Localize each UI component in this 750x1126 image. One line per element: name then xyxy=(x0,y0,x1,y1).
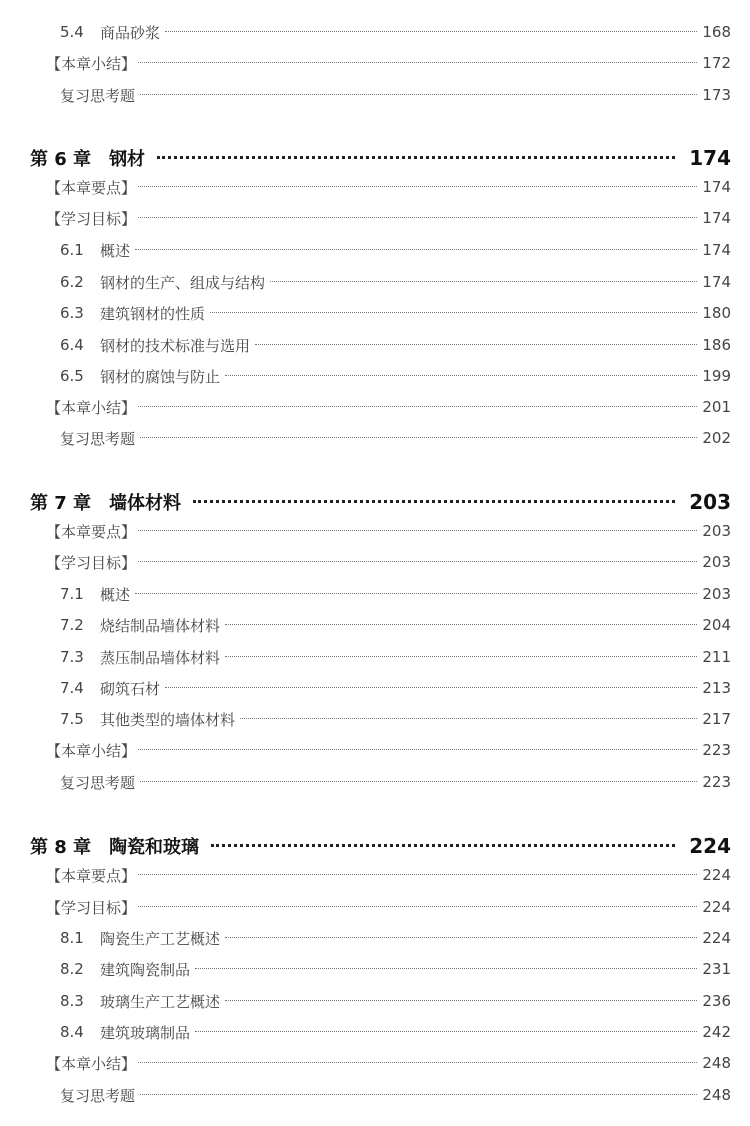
toc-entry[interactable] xyxy=(0,203,750,233)
section-number: 7.3 xyxy=(60,648,84,666)
toc-entry[interactable] xyxy=(0,516,750,546)
chapter-number: 第 8 章 xyxy=(30,837,92,858)
page-number: 172 xyxy=(702,54,731,72)
section-number: 7.5 xyxy=(60,710,84,728)
dot-leader xyxy=(225,375,697,376)
page-number: 203 xyxy=(689,490,731,514)
dot-leader xyxy=(138,906,697,907)
page-number: 217 xyxy=(702,710,731,728)
dot-leader xyxy=(225,656,697,657)
section-title: 概述 xyxy=(100,241,131,260)
page-number: 186 xyxy=(702,336,731,354)
toc-entry[interactable] xyxy=(0,892,750,922)
page-number: 204 xyxy=(702,616,731,634)
dot-leader xyxy=(138,530,697,531)
toc-entry[interactable] xyxy=(0,860,750,890)
page-number: 213 xyxy=(702,679,731,697)
section-title: 钢材的生产、组成与结构 xyxy=(100,273,266,292)
dot-leader xyxy=(240,718,697,719)
page-number: 168 xyxy=(702,23,731,41)
toc-entry[interactable] xyxy=(0,610,750,640)
section-title: 【本章要点】 xyxy=(46,522,137,541)
chapter-number: 第 6 章 xyxy=(30,149,92,170)
section-title: 钢材的技术标准与选用 xyxy=(100,336,251,355)
section-title: 复习思考题 xyxy=(60,773,136,792)
section-number: 7.2 xyxy=(60,616,84,634)
toc-entry[interactable] xyxy=(0,330,750,360)
section-number: 6.1 xyxy=(60,241,84,259)
dot-leader xyxy=(138,406,697,407)
section-title: 【本章小结】 xyxy=(46,741,137,760)
page-number: 248 xyxy=(702,1086,731,1104)
section-number: 7.4 xyxy=(60,679,84,697)
toc-entry[interactable] xyxy=(0,735,750,765)
dot-leader xyxy=(138,217,697,218)
dot-leader xyxy=(140,1094,697,1095)
section-title: 蒸压制品墙体材料 xyxy=(100,648,221,667)
dot-leader xyxy=(210,312,697,313)
page-number: 202 xyxy=(702,429,731,447)
dot-leader xyxy=(135,249,697,250)
toc-entry[interactable] xyxy=(0,704,750,734)
dot-leader xyxy=(255,344,697,345)
toc-entry[interactable] xyxy=(0,986,750,1016)
dot-leader xyxy=(193,500,675,503)
toc-entry[interactable] xyxy=(0,423,750,453)
section-title: 【本章小结】 xyxy=(46,54,137,73)
section-title: 【本章要点】 xyxy=(46,178,137,197)
section-title: 【本章小结】 xyxy=(46,398,137,417)
page-number: 174 xyxy=(702,178,731,196)
section-title: 【本章要点】 xyxy=(46,866,137,885)
dot-leader xyxy=(140,437,697,438)
page-number: 224 xyxy=(689,834,731,858)
dot-leader xyxy=(165,687,697,688)
toc-entry[interactable] xyxy=(0,1017,750,1047)
page-number: 203 xyxy=(702,585,731,603)
page-number: 231 xyxy=(702,960,731,978)
page-number: 211 xyxy=(702,648,731,666)
toc-entry[interactable] xyxy=(0,267,750,297)
section-title: 复习思考题 xyxy=(60,86,136,105)
section-title: 建筑钢材的性质 xyxy=(100,304,206,323)
section-title: 建筑陶瓷制品 xyxy=(100,960,191,979)
page-number: 224 xyxy=(702,929,731,947)
chapter-heading[interactable] xyxy=(0,485,750,519)
section-number: 7.1 xyxy=(60,585,84,603)
toc-entry[interactable] xyxy=(0,923,750,953)
page-number: 203 xyxy=(702,522,731,540)
section-number: 6.3 xyxy=(60,304,84,322)
dot-leader xyxy=(138,186,697,187)
toc-entry[interactable] xyxy=(0,673,750,703)
section-title: 砌筑石材 xyxy=(100,679,161,698)
chapter-heading[interactable] xyxy=(0,141,750,175)
section-number: 6.2 xyxy=(60,273,84,291)
section-title: 概述 xyxy=(100,585,131,604)
section-number: 8.2 xyxy=(60,960,84,978)
dot-leader xyxy=(138,874,697,875)
page-number: 173 xyxy=(702,86,731,104)
section-title: 玻璃生产工艺概述 xyxy=(100,992,221,1011)
section-title: 【学习目标】 xyxy=(46,209,137,228)
dot-leader xyxy=(138,749,697,750)
page-number: 248 xyxy=(702,1054,731,1072)
dot-leader xyxy=(140,781,697,782)
chapter-title: 陶瓷和玻璃 xyxy=(109,837,200,858)
page-number: 242 xyxy=(702,1023,731,1041)
dot-leader xyxy=(140,94,697,95)
section-number: 8.1 xyxy=(60,929,84,947)
toc-entry[interactable] xyxy=(0,172,750,202)
page-number: 174 xyxy=(702,241,731,259)
page-number: 180 xyxy=(702,304,731,322)
dot-leader xyxy=(138,62,697,63)
toc-entry[interactable] xyxy=(0,48,750,78)
chapter-title: 钢材 xyxy=(109,149,146,170)
dot-leader xyxy=(165,31,697,32)
toc-entry[interactable] xyxy=(0,80,750,110)
toc-entry[interactable] xyxy=(0,767,750,797)
page-number: 236 xyxy=(702,992,731,1010)
page-number: 224 xyxy=(702,898,731,916)
page-number: 203 xyxy=(702,553,731,571)
section-number: 8.4 xyxy=(60,1023,84,1041)
section-title: 商品砂浆 xyxy=(100,23,161,42)
section-title: 其他类型的墙体材料 xyxy=(100,710,236,729)
toc-entry[interactable] xyxy=(0,547,750,577)
section-number: 5.4 xyxy=(60,23,84,41)
section-title: 【学习目标】 xyxy=(46,898,137,917)
section-title: 钢材的腐蚀与防止 xyxy=(100,367,221,386)
page-number: 223 xyxy=(702,773,731,791)
page-number: 174 xyxy=(702,273,731,291)
section-title: 复习思考题 xyxy=(60,429,136,448)
page-number: 223 xyxy=(702,741,731,759)
toc-entry[interactable] xyxy=(0,954,750,984)
section-title: 烧结制品墙体材料 xyxy=(100,616,221,635)
dot-leader xyxy=(225,937,697,938)
section-number: 8.3 xyxy=(60,992,84,1010)
chapter-number: 第 7 章 xyxy=(30,493,92,514)
toc-entry[interactable] xyxy=(0,298,750,328)
chapter-heading[interactable] xyxy=(0,829,750,863)
toc-entry[interactable] xyxy=(0,361,750,391)
dot-leader xyxy=(157,156,675,159)
page-number: 174 xyxy=(702,209,731,227)
dot-leader xyxy=(225,1000,697,1001)
toc-entry[interactable] xyxy=(0,235,750,265)
page-number: 174 xyxy=(689,146,731,170)
toc-entry[interactable] xyxy=(0,642,750,672)
toc-entry[interactable] xyxy=(0,1048,750,1078)
page-number: 199 xyxy=(702,367,731,385)
dot-leader xyxy=(135,593,697,594)
toc-entry[interactable] xyxy=(0,17,750,47)
dot-leader xyxy=(138,1062,697,1063)
toc-entry[interactable] xyxy=(0,579,750,609)
dot-leader xyxy=(195,1031,697,1032)
section-title: 【本章小结】 xyxy=(46,1054,137,1073)
toc-entry[interactable] xyxy=(0,1080,750,1110)
dot-leader xyxy=(195,968,697,969)
dot-leader xyxy=(225,624,697,625)
toc-entry[interactable] xyxy=(0,392,750,422)
chapter-title: 墙体材料 xyxy=(109,493,182,514)
section-title: 【学习目标】 xyxy=(46,553,137,572)
page-number: 224 xyxy=(702,866,731,884)
section-title: 建筑玻璃制品 xyxy=(100,1023,191,1042)
section-number: 6.5 xyxy=(60,367,84,385)
dot-leader xyxy=(138,561,697,562)
section-title: 陶瓷生产工艺概述 xyxy=(100,929,221,948)
dot-leader xyxy=(270,281,697,282)
section-title: 复习思考题 xyxy=(60,1086,136,1105)
dot-leader xyxy=(211,844,675,847)
page-number: 201 xyxy=(702,398,731,416)
section-number: 6.4 xyxy=(60,336,84,354)
